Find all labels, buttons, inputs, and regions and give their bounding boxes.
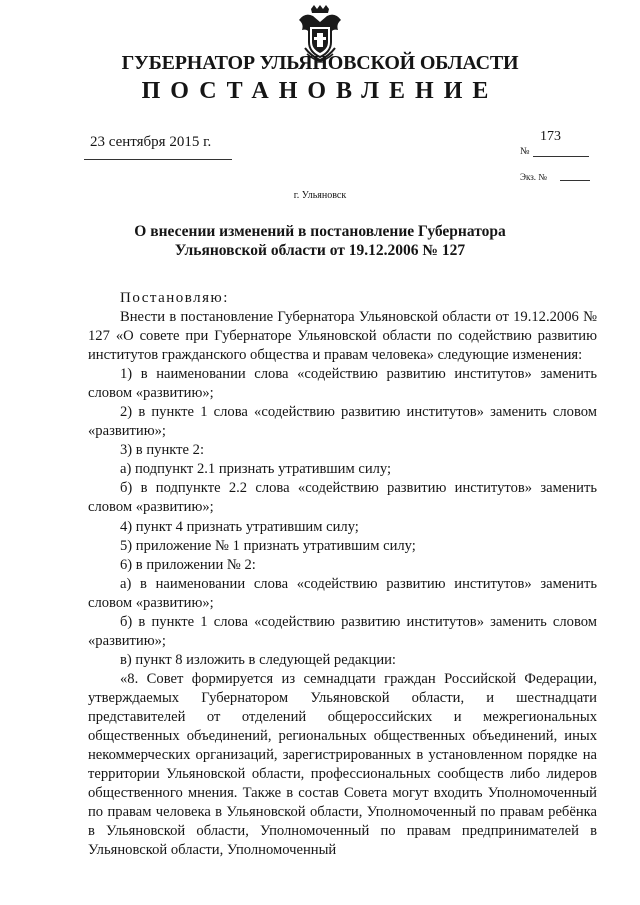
body-paragraph: а) в наименовании слова «содействию развитию институтов» заменить словом «развитию»; — [88, 575, 597, 611]
copy-number-underline — [560, 180, 590, 181]
resolution-intro: Постановляю: — [120, 290, 229, 306]
body-paragraph: 1) в наименовании слова «содействию развитию институтов» заменить словом «развитию»; — [88, 366, 597, 402]
date-underline — [84, 159, 232, 160]
body-paragraph: в) пункт 8 изложить в следующей редакции: — [120, 651, 396, 668]
body-paragraph: 4) пункт 4 признать утратившим силу; — [120, 518, 359, 535]
document-date: 23 сентября 2015 г. — [90, 134, 212, 150]
issuer-title: ГУБЕРНАТОР УЛЬЯНОВСКОЙ ОБЛАСТИ — [121, 52, 519, 74]
body-paragraph: 5) приложение № 1 признать утратившим силу; — [120, 537, 416, 554]
number-label: № — [520, 146, 530, 157]
body-paragraph: «8. Совет формируется из семнадцати граждан Российской Федерации, утверждаемых Губернатором Ульяновской области, и шестнадцати представителей от отделений общероссийских и межрегиональных общественных объединений, региональных общественных объединений, иных некоммерческих организаций, зарегистрированных в установленном порядке на территории Ульяновской области, профессиональных сообществ либо лидеров общественного мнения. Также в состав Совета могут входить Уполномоченный по правам человека в Ульяновской области, Уполномоченный по правам ребёнка в Ульяновской области, Уполномоченный по правам предпринимателей в Ульяновской области, Уполномоченный — [88, 670, 597, 859]
document-type: ПОСТАНОВЛЕНИЕ — [141, 78, 499, 104]
copy-number-label: Экз. № — [520, 172, 547, 182]
body-paragraph: 3) в пункте 2: — [120, 442, 205, 459]
body-paragraph: 6) в приложении № 2: — [120, 556, 256, 573]
body-paragraph: 2) в пункте 1 слова «содействию развитию институтов» заменить словом «развитию»; — [88, 404, 597, 440]
document-number: 173 — [540, 129, 561, 144]
body-paragraph: Внести в постановление Губернатора Ульяновской области от 19.12.2006 № 127 «О совете при Губернаторе Ульяновской области по содействию развитию институтов гражданского общества и правам человека» следующие изменения: — [88, 309, 597, 364]
number-underline — [533, 156, 589, 157]
city: г. Ульяновск — [293, 190, 347, 201]
document-heading — [120, 222, 520, 260]
body-paragraph: б) в пункте 1 слова «содействию развитию институтов» заменить словом «развитию»; — [88, 613, 597, 649]
heading-line: Ульяновской области от 19.12.2006 № 127 — [174, 242, 466, 259]
heading-line: О внесении изменений в постановление Губернатора — [134, 223, 506, 240]
document-body — [88, 308, 597, 860]
body-paragraph: а) подпункт 2.1 признать утратившим силу; — [120, 461, 392, 478]
body-paragraph: б) в подпункте 2.2 слова «содействию развитию институтов» заменить словом «развитию»; — [88, 480, 597, 516]
